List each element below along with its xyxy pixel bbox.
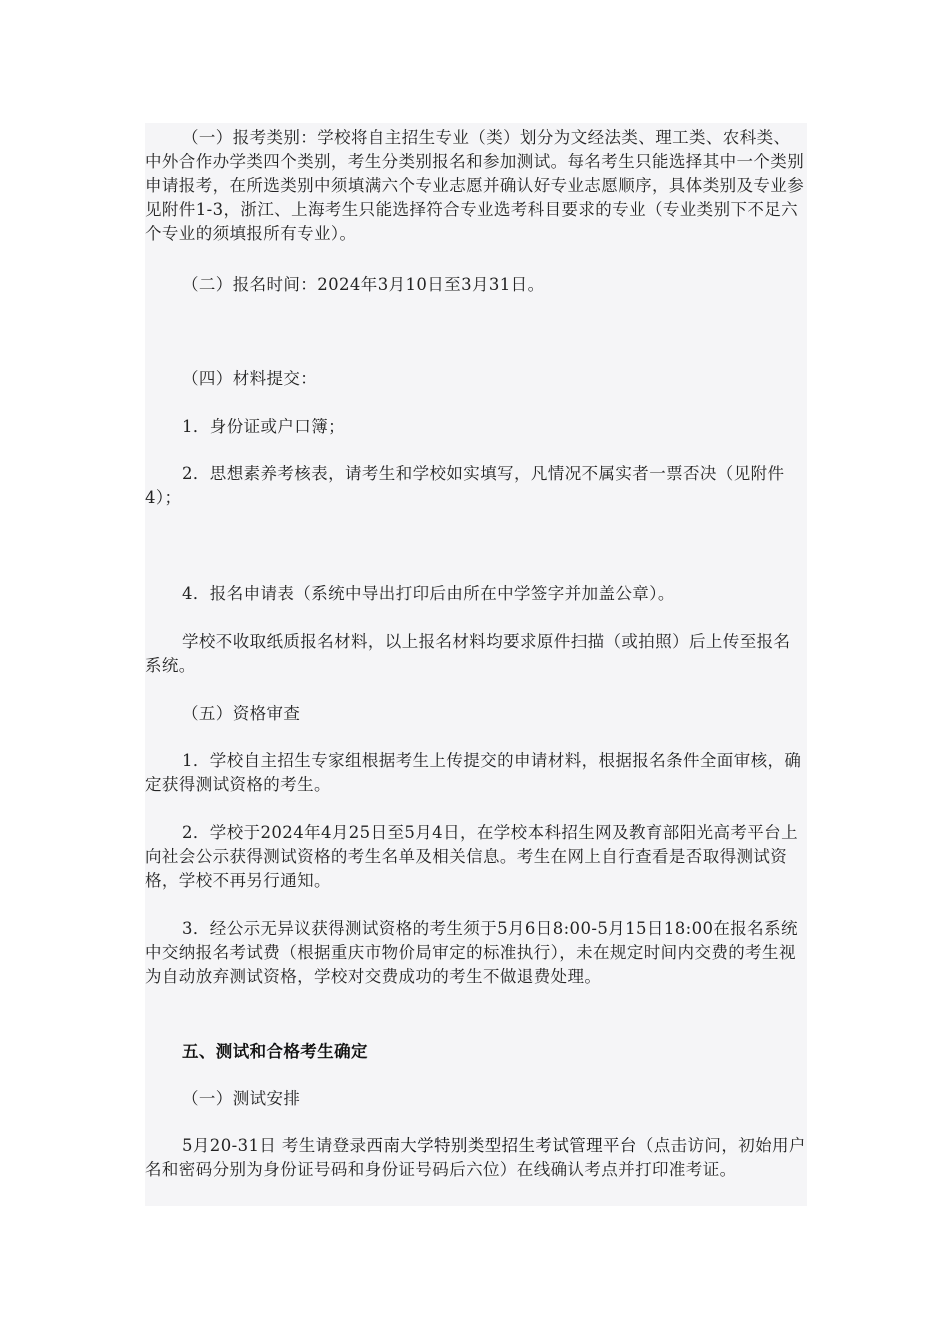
paragraph-materials-heading: （四）材料提交：: [182, 369, 318, 388]
paragraph-registration-time: （二）报名时间：2024年3月10日至3月31日。: [182, 275, 545, 294]
exam-platform-link[interactable]: 西南大学特别类型招生考试管理平台: [366, 1136, 637, 1155]
paragraph-qualification-heading: （五）资格审查: [182, 704, 301, 723]
paragraph-materials-4: 4．报名申请表（系统中导出打印后由所在中学签字并加盖公章）。: [182, 584, 675, 603]
paragraph-testing-login: [145, 1134, 807, 1182]
paragraph-materials-note: 学校不收取纸质报名材料，以上报名材料均要求原件扫描（或拍照）后上传至报名系统。: [145, 632, 791, 675]
paragraph-testing-arrangement: （一）测试安排: [182, 1089, 301, 1108]
login-text-prefix: 5月20-31日 考生请登录: [182, 1136, 367, 1155]
paragraph-materials-2: 2．思想素养考核表，请考生和学校如实填写，凡情况不属实者一票否决（见附件4）；: [145, 464, 785, 507]
paragraph-qualification-3: 3．经公示无异议获得测试资格的考生须于5月6日8:00-5月15日18:00在报名系统中交纳报名考试费（根据重庆市物价局审定的标准执行），未在规定时间内交费的考生视为自动放弃测试资格，学校对交费成功的考生不做退费处理。: [145, 919, 798, 986]
section-heading-testing: 五、测试和合格考生确定: [182, 1042, 368, 1061]
paragraph-category: （一）报考类别：学校将自主招生专业（类）划分为文经法类、理工类、农科类、中外合作办学类四个类别，考生分类别报名和参加测试。每名考生只能选择其中一个类别申请报考，在所选类别中须填满六个专业志愿并确认好专业志愿顺序，具体类别及专业参见附件1-3，浙江、上海考生只能选择符合专业选考科目要求的专业（专业类别下不足六个专业的须填报所有专业）。: [145, 128, 805, 243]
login-text-suffix: （点击访问，初始用户名和密码分别为身份证号码和身份证号码后六位）在线确认考点并打印准考证。: [145, 1136, 806, 1179]
paragraph-materials-1: 1．身份证或户口簿；: [182, 417, 345, 436]
paragraph-qualification-2: 2．学校于2024年4月25日至5月4日，在学校本科招生网及教育部阳光高考平台上向社会公示获得测试资格的考生名单及相关信息。考生在网上自行查看是否取得测试资格，学校不再另行通知。: [145, 823, 798, 890]
paragraph-qualification-1: 1．学校自主招生专家组根据考生上传提交的申请材料，根据报名条件全面审核，确定获得测试资格的考生。: [145, 751, 802, 794]
